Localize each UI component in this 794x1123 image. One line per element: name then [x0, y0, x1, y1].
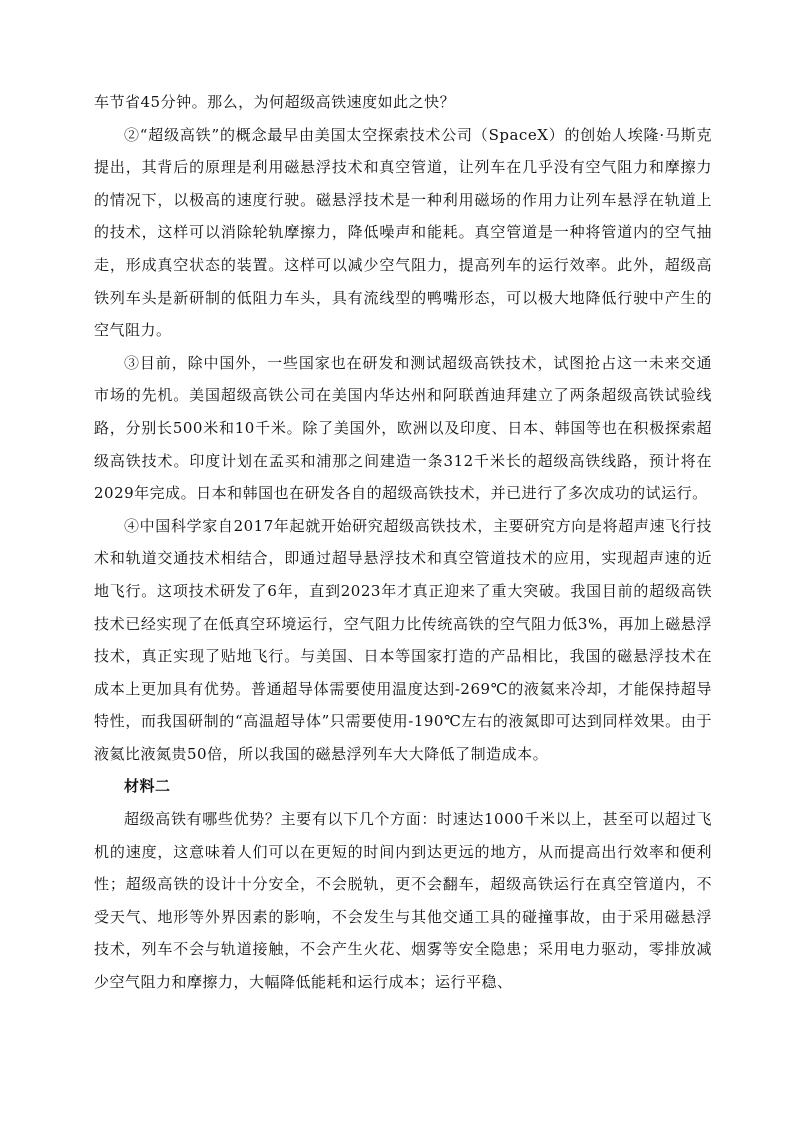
section-heading-material-two: 材料二	[124, 777, 171, 796]
paragraph-material-two-advantages: 超级高铁有哪些优势？主要有以下几个方面：时速达1000千米以上，甚至可以超过飞机的速度，这意味着人们可以在更短的时间内到达更远的地方，从而提高出行效率和便利性；超级高铁的设计十分安全，不会脱轨，更不会翻车，超级高铁运行在真空管道内，不受天气、地形等外界因素的影响，不会发生与其他交通工具的碰撞事故，由于采用磁悬浮技术，列车不会与轨道接触，不会产生火花、烟雾等安全隐患；采用电力驱动，零排放减少空气阻力和摩擦力，大幅降低能耗和运行成本；运行平稳、	[94, 810, 712, 992]
paragraph-3-global-development: ③目前，除中国外，一些国家也在研发和测试超级高铁技术，试图抢占这一未来交通市场的先机。美国超级高铁公司在美国内华达州和阿联酋迪拜建立了两条超级高铁试验线路，分别长500米和10千米。除了美国外，欧洲以及印度、日本、韩国等也在积极探索超级高铁技术。印度计划在孟买和浦那之间建造一条312千米长的超级高铁线路，预计将在2029年完成。日本和韩国也在研发各自的超级高铁技术，并已进行了多次成功的试运行。	[94, 353, 712, 503]
paragraph-4-china-research: ④中国科学家自2017年起就开始研究超级高铁技术，主要研究方向是将超声速飞行技术和轨道交通技术相结合，即通过超导悬浮技术和真空管道技术的应用，实现超声速的近地飞行。这项技术研发了6年，直到2023年才真正迎来了重大突破。我国目前的超级高铁技术已经实现了在低真空环境运行，空气阻力比传统高铁的空气阻力低3%，再加上磁悬浮技术，真正实现了贴地飞行。与美国、日本等国家打造的产品相比，我国的磁悬浮技术在成本上更加具有优势。普通超导体需要使用温度达到-269℃的液氦来冷却，才能保持超导特性，而我国研制的“高温超导体”只需要使用-190℃左右的液氮即可达到同样效果。由于液氦比液氮贵50倍，所以我国的磁悬浮列车大大降低了制造成本。	[94, 516, 712, 763]
paragraph-2-hyperloop-concept: ②“超级高铁”的概念最早由美国太空探索技术公司（SpaceX）的创始人埃隆·马斯克提出，其背后的原理是利用磁悬浮技术和真空管道，让列车在几乎没有空气阻力和摩擦力的情况下，以极高的速度行驶。磁悬浮技术是一种利用磁场的作用力让列车悬浮在轨道上的技术，这样可以消除轮轨摩擦力，降低噪声和能耗。真空管道是一种将管道内的空气抽走，形成真空状态的装置。这样可以减少空气阻力，提高列车的运行效率。此外，超级高铁列车头是新研制的低阻力车头，具有流线型的鸭嘴形态，可以极大地降低行驶中产生的空气阻力。	[94, 125, 712, 340]
paragraph-1-continuation: 车节省45分钟。那么，为何超级高铁速度如此之快？	[94, 93, 456, 111]
document-page	[94, 86, 712, 999]
